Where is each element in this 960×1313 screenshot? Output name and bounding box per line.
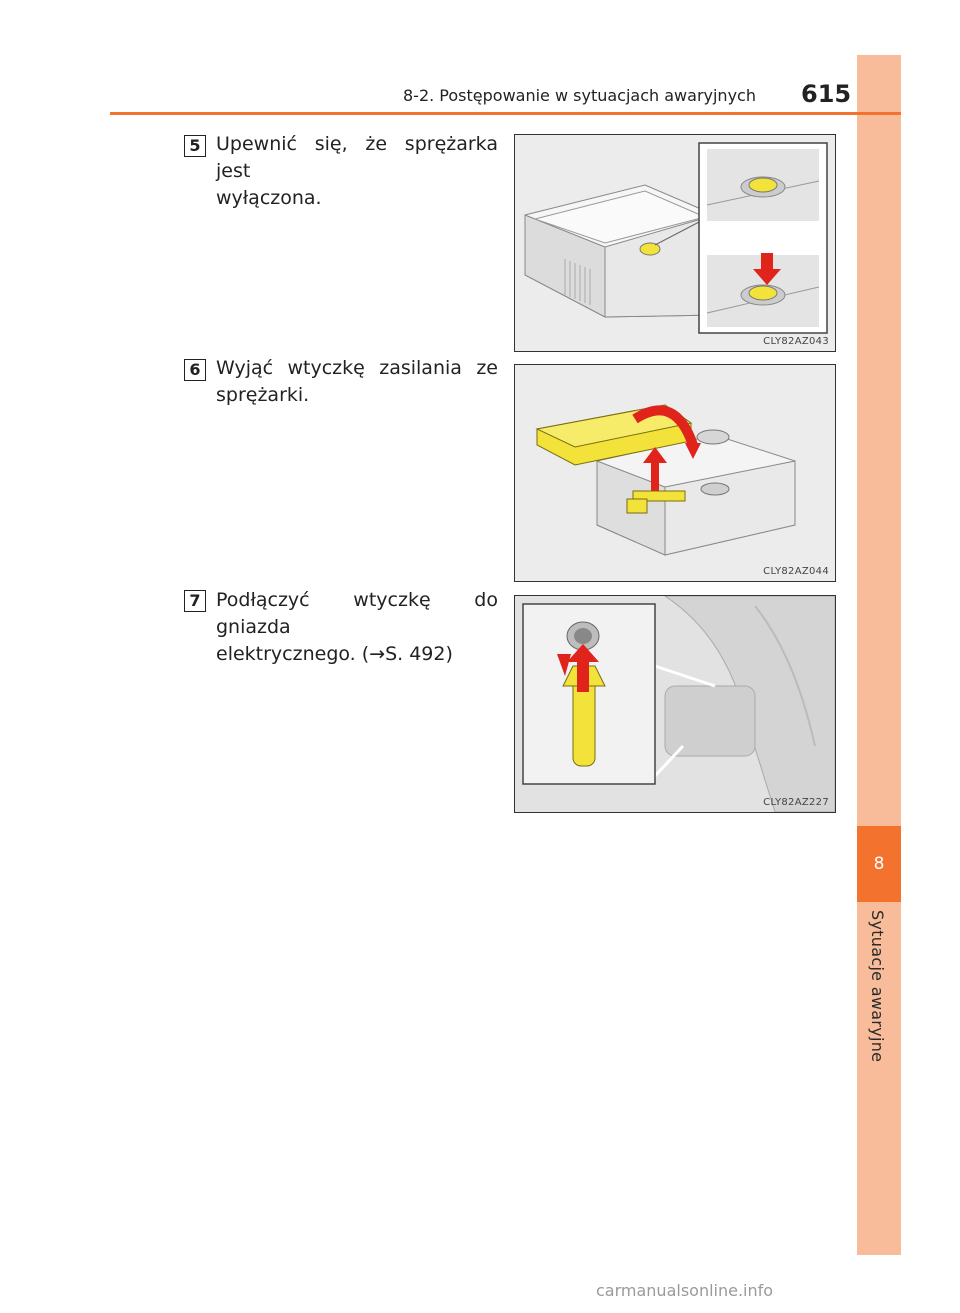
connect-socket-illustration xyxy=(515,596,835,812)
figure-code: CLY82AZ227 xyxy=(763,797,829,808)
side-tab-strip xyxy=(857,55,901,1255)
step-number-5: 5 xyxy=(184,135,206,157)
step-5-line-1: Upewnić się, że sprężarka jest xyxy=(216,133,498,182)
step-number-7: 7 xyxy=(184,590,206,612)
step-7-line-1: Podłączyć wtyczkę do gniazda xyxy=(216,589,498,638)
step-number-6: 6 xyxy=(184,359,206,381)
step-6-line-2: sprężarki. xyxy=(216,384,310,406)
side-tab-chapter-title: Sytuacje awaryjne xyxy=(868,910,887,1063)
step-7-line-2: elektrycznego. (→S. 492) xyxy=(216,643,453,665)
side-tab-chapter-number: 8 xyxy=(857,826,901,902)
step-7-text xyxy=(216,587,498,668)
figure-remove-plug xyxy=(514,364,836,582)
figure-connect-socket xyxy=(514,595,836,813)
page-number: 615 xyxy=(801,80,852,108)
watermark: carmanualsonline.info xyxy=(596,1281,774,1300)
header-rule xyxy=(110,112,901,115)
remove-plug-illustration xyxy=(515,365,835,581)
step-5-line-2: wyłączona. xyxy=(216,187,322,209)
step-6-text xyxy=(216,355,498,409)
compressor-switch-illustration xyxy=(515,135,835,351)
step-5-text xyxy=(216,131,498,212)
step-6-line-1: Wyjąć wtyczkę zasilania ze xyxy=(216,357,498,379)
figure-code: CLY82AZ044 xyxy=(763,566,829,577)
page-header-title: 8-2. Postępowanie w sytuacjach awaryjnych xyxy=(403,86,756,105)
figure-code: CLY82AZ043 xyxy=(763,336,829,347)
figure-compressor-switch xyxy=(514,134,836,352)
